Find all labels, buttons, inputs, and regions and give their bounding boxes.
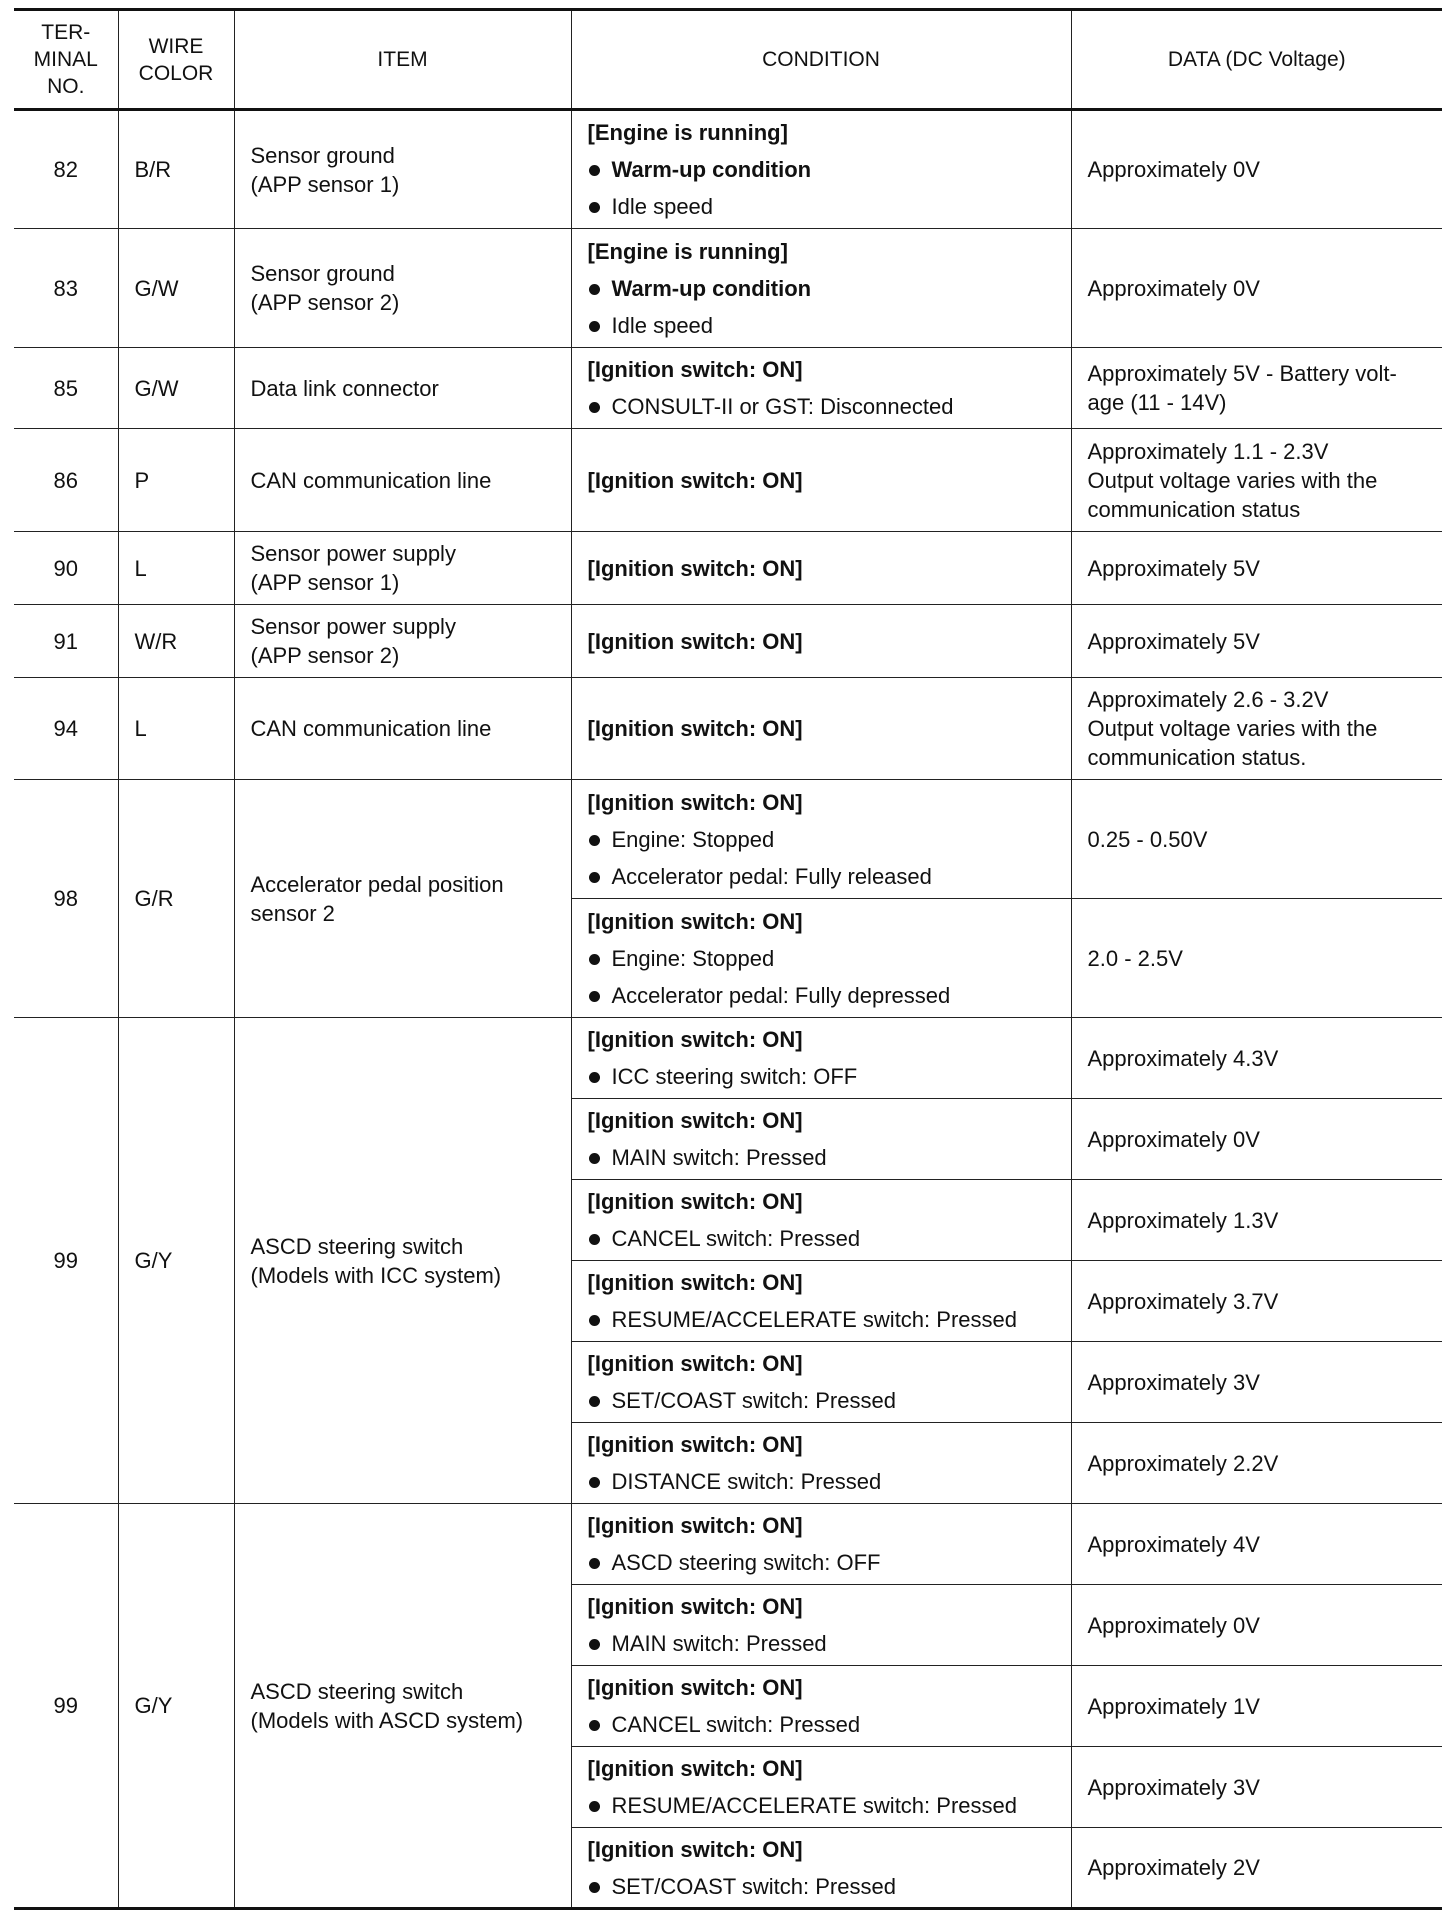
data-value: Approximately 4V <box>1071 1504 1442 1585</box>
bullet-icon <box>589 872 600 883</box>
condition-heading: [Ignition switch: ON] <box>587 1351 803 1376</box>
bullet-icon <box>589 402 600 413</box>
condition <box>571 899 1071 1018</box>
terminal-no: 83 <box>14 229 118 348</box>
condition-item: Warm-up condition <box>588 274 1055 303</box>
condition <box>571 1342 1071 1423</box>
bullet-icon <box>589 1882 600 1893</box>
condition-heading: [Ignition switch: ON] <box>587 1108 803 1133</box>
condition-heading: [Ignition switch: ON] <box>587 716 803 741</box>
condition-item: ICC steering switch: OFF <box>588 1062 1055 1091</box>
terminal-no: 85 <box>14 348 118 429</box>
table-row <box>14 780 1442 899</box>
bullet-icon <box>589 1153 600 1164</box>
condition-heading: [Engine is running] <box>587 238 788 264</box>
bullet-icon <box>589 1396 600 1407</box>
data-value: Approximately 0V <box>1071 1585 1442 1666</box>
data-value: Approximately 3V <box>1071 1747 1442 1828</box>
bullet-icon <box>589 991 600 1002</box>
condition <box>571 1261 1071 1342</box>
data-value: Approximately 5V <box>1071 605 1442 678</box>
condition-heading: [Ignition switch: ON] <box>587 555 803 581</box>
condition-heading: [Ignition switch: ON] <box>587 1270 803 1295</box>
table-row <box>14 532 1442 605</box>
wire-color: G/Y <box>118 1504 234 1909</box>
item: Sensor ground (APP sensor 1) <box>234 110 571 229</box>
item: Data link connector <box>234 348 571 429</box>
header-row <box>14 10 1442 110</box>
terminal-data-table <box>14 8 1442 1910</box>
data-value: Approximately 2V <box>1071 1828 1442 1909</box>
wire-color: L <box>118 678 234 780</box>
condition-item: SET/COAST switch: Pressed <box>588 1872 1055 1901</box>
wire-color: G/R <box>118 780 234 1018</box>
condition <box>571 229 1071 348</box>
bullet-icon <box>589 1072 600 1083</box>
table-row <box>14 605 1442 678</box>
item: Sensor power supply (APP sensor 1) <box>234 532 571 605</box>
condition-item: RESUME/ACCELERATE switch: Pressed <box>588 1791 1055 1820</box>
condition-heading: [Ignition switch: ON] <box>587 1594 803 1619</box>
item: ASCD steering switch (Models with ASCD system) <box>234 1504 571 1909</box>
condition <box>571 678 1071 780</box>
wire-color: W/R <box>118 605 234 678</box>
data-value: Approximately 4.3V <box>1071 1018 1442 1099</box>
condition-item: SET/COAST switch: Pressed <box>588 1386 1055 1415</box>
header-wire-color: WIRE COLOR <box>118 10 234 110</box>
item: CAN communication line <box>234 678 571 780</box>
wire-color: G/Y <box>118 1018 234 1504</box>
condition-item: Engine: Stopped <box>588 944 1055 973</box>
data-value: Approximately 2.6 - 3.2V Output voltage varies with the communication status. <box>1071 678 1442 780</box>
condition-heading: [Ignition switch: ON] <box>587 1189 803 1214</box>
wire-color: L <box>118 532 234 605</box>
terminal-no: 94 <box>14 678 118 780</box>
data-value: Approximately 1V <box>1071 1666 1442 1747</box>
wire-color: G/W <box>118 348 234 429</box>
terminal-no: 99 <box>14 1018 118 1504</box>
data-value: Approximately 2.2V <box>1071 1423 1442 1504</box>
terminal-no: 99 <box>14 1504 118 1909</box>
condition <box>571 1099 1071 1180</box>
condition <box>571 532 1071 605</box>
condition <box>571 429 1071 532</box>
condition-item: Idle speed <box>588 311 1055 340</box>
bullet-icon <box>589 1801 600 1812</box>
condition <box>571 348 1071 429</box>
condition <box>571 1585 1071 1666</box>
data-value: Approximately 1.3V <box>1071 1180 1442 1261</box>
item: Accelerator pedal position sensor 2 <box>234 780 571 1018</box>
table-row <box>14 229 1442 348</box>
condition-heading: [Ignition switch: ON] <box>587 467 803 493</box>
bullet-icon <box>589 835 600 846</box>
condition-item: CANCEL switch: Pressed <box>588 1710 1055 1739</box>
condition-item: CONSULT-II or GST: Disconnected <box>588 392 1055 421</box>
condition-heading: [Ignition switch: ON] <box>587 1027 803 1052</box>
condition-item: MAIN switch: Pressed <box>588 1629 1055 1658</box>
terminal-no: 91 <box>14 605 118 678</box>
condition <box>571 1423 1071 1504</box>
wire-color: P <box>118 429 234 532</box>
condition-heading: [Ignition switch: ON] <box>587 1513 803 1538</box>
bullet-icon <box>589 202 600 213</box>
item: CAN communication line <box>234 429 571 532</box>
table-row <box>14 348 1442 429</box>
condition <box>571 1018 1071 1099</box>
header-condition: CONDITION <box>571 10 1071 110</box>
bullet-icon <box>589 1477 600 1488</box>
data-value: Approximately 5V - Battery volt- age (11 - 14V) <box>1071 348 1442 429</box>
condition-heading: [Ignition switch: ON] <box>587 1432 803 1457</box>
terminal-no: 86 <box>14 429 118 532</box>
terminal-no: 82 <box>14 110 118 229</box>
table-row <box>14 1504 1442 1585</box>
bullet-icon <box>589 954 600 965</box>
condition-item: RESUME/ACCELERATE switch: Pressed <box>588 1305 1055 1334</box>
bullet-icon <box>589 1720 600 1731</box>
condition <box>571 780 1071 899</box>
wire-color: G/W <box>118 229 234 348</box>
header-data: DATA (DC Voltage) <box>1071 10 1442 110</box>
bullet-icon <box>589 284 600 295</box>
condition <box>571 1180 1071 1261</box>
bullet-icon <box>589 165 600 176</box>
data-value: Approximately 5V <box>1071 532 1442 605</box>
condition-item: Idle speed <box>588 192 1055 221</box>
item: Sensor ground (APP sensor 2) <box>234 229 571 348</box>
condition-heading: [Ignition switch: ON] <box>587 1675 803 1700</box>
condition <box>571 605 1071 678</box>
bullet-icon <box>589 1558 600 1569</box>
condition-heading: [Ignition switch: ON] <box>587 789 803 815</box>
data-value: Approximately 0V <box>1071 229 1442 348</box>
condition-heading: [Ignition switch: ON] <box>587 1756 803 1781</box>
terminal-no: 98 <box>14 780 118 1018</box>
condition-heading: [Engine is running] <box>587 120 788 145</box>
condition-heading: [Ignition switch: ON] <box>587 1836 803 1862</box>
data-value: Approximately 0V <box>1071 110 1442 229</box>
item: ASCD steering switch (Models with ICC system) <box>234 1018 571 1504</box>
header-terminal-no: TER- MINAL NO. <box>14 10 118 110</box>
condition <box>571 1504 1071 1585</box>
item: Sensor power supply (APP sensor 2) <box>234 605 571 678</box>
condition-item: Accelerator pedal: Fully depressed <box>588 981 1055 1010</box>
data-value: Approximately 3.7V <box>1071 1261 1442 1342</box>
condition-item: MAIN switch: Pressed <box>588 1143 1055 1172</box>
data-value: 0.25 - 0.50V <box>1071 780 1442 899</box>
condition-heading: [Ignition switch: ON] <box>587 908 803 934</box>
condition <box>571 1666 1071 1747</box>
bullet-icon <box>589 1234 600 1245</box>
bullet-icon <box>589 321 600 332</box>
condition-item: Engine: Stopped <box>588 825 1055 854</box>
data-value: 2.0 - 2.5V <box>1071 899 1442 1018</box>
table-row <box>14 110 1442 229</box>
condition-heading: [Ignition switch: ON] <box>587 628 803 654</box>
header-item: ITEM <box>234 10 571 110</box>
data-value: Approximately 0V <box>1071 1099 1442 1180</box>
table-row <box>14 429 1442 532</box>
bullet-icon <box>589 1315 600 1326</box>
table-row <box>14 678 1442 780</box>
data-value: Approximately 1.1 - 2.3V Output voltage varies with the communication status <box>1071 429 1442 532</box>
terminal-no: 90 <box>14 532 118 605</box>
data-value: Approximately 3V <box>1071 1342 1442 1423</box>
wire-color: B/R <box>118 110 234 229</box>
condition-item: CANCEL switch: Pressed <box>588 1224 1055 1253</box>
condition <box>571 110 1071 229</box>
condition-item: Accelerator pedal: Fully released <box>588 862 1055 891</box>
condition <box>571 1828 1071 1909</box>
condition-item: DISTANCE switch: Pressed <box>588 1467 1055 1496</box>
condition <box>571 1747 1071 1828</box>
condition-item: Warm-up condition <box>588 155 1055 184</box>
bullet-icon <box>589 1639 600 1650</box>
condition-item: ASCD steering switch: OFF <box>588 1548 1055 1577</box>
table-row <box>14 1018 1442 1099</box>
condition-heading: [Ignition switch: ON] <box>587 357 803 382</box>
